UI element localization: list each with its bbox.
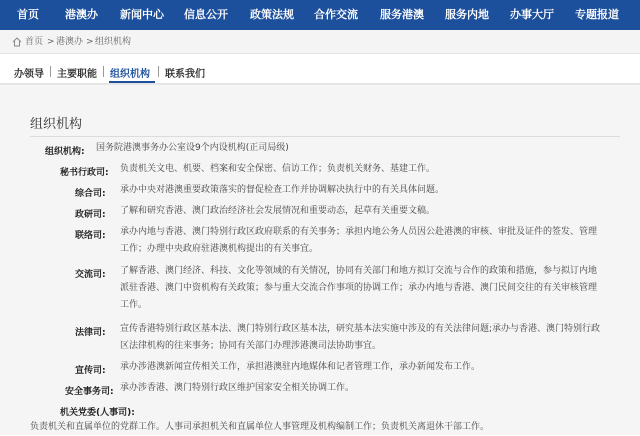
unit-text-liaison-line2: 工作；办理中央政府驻港澳机构提出的有关事宜。 — [120, 244, 319, 254]
unit-text-legal-line1: 宣传香港特别行政区基本法、澳门特别行政区基本法，研究基本法实施中涉及的有关法律问题;承办与香港、澳门特别行政 — [120, 324, 601, 334]
section-tabs — [0, 62, 640, 84]
unit-label-liaison: 联络司: — [75, 231, 106, 241]
home-icon[interactable] — [12, 37, 22, 47]
unit-label-policy-research: 政研司: — [75, 210, 106, 220]
unit-label-security-affairs: 安全事务司: — [65, 387, 114, 397]
tab-divider — [158, 66, 159, 77]
nav-item-hkmao-office[interactable]: 港澳办 — [65, 8, 98, 21]
unit-label-legal: 法律司: — [75, 328, 106, 338]
nav-item-serve-hkmao[interactable]: 服务港澳 — [380, 8, 424, 21]
nav-item-cooperation-exchange[interactable]: 合作交流 — [314, 8, 358, 21]
unit-label-exchange: 交流司: — [75, 270, 106, 280]
unit-label-general: 综合司: — [75, 189, 106, 199]
party-committee-label: 机关党委(人事司): — [60, 408, 135, 418]
unit-label-publicity: 宣传司: — [75, 366, 106, 376]
breadcrumb-home-link[interactable]: 首页 — [25, 37, 44, 47]
unit-text-exchange-line3: 工作。 — [120, 300, 148, 310]
tab-leadership[interactable]: 办领导 — [14, 69, 44, 80]
unit-text-legal-line2: 区法律机构的往来事务；协同有关部门办理涉港澳司法协助事宜。 — [120, 341, 382, 351]
intro-label: 组织机构: — [45, 147, 85, 157]
page-title: 组织机构 — [30, 117, 83, 132]
intro-text: 国务院港澳事务办公室设9个内设机构(正司局级) — [96, 143, 289, 153]
nav-item-special-reports[interactable]: 专题报道 — [575, 8, 619, 21]
unit-text-exchange-line2: 派驻香港、澳门中资机构有关政策；参与重大交流合作事项的协调工作；承办内地与香港、澳门民间交往的有关审核管理 — [120, 283, 598, 293]
nav-item-serve-mainland[interactable]: 服务内地 — [445, 8, 489, 21]
unit-text-general: 承办中央对港澳重要政策落实的督促检查工作并协调解决执行中的有关具体问题。 — [120, 185, 445, 195]
unit-text-exchange-line1: 了解香港、澳门经济、科技、文化等领域的有关情况，协同有关部门和地方拟订交流与合作的政策和措施，参与拟订内地 — [120, 266, 598, 276]
breadcrumb-separator: > — [86, 37, 94, 47]
tab-divider — [50, 66, 51, 77]
unit-text-security-affairs: 承办涉香港、澳门特别行政区维护国家安全相关协调工作。 — [120, 383, 355, 393]
breadcrumb-separator: > — [47, 37, 55, 47]
party-committee-text: 负责机关和直属单位的党群工作。人事司承担机关和直属单位人事管理及机构编制工作；负责机关离退休干部工作。 — [30, 422, 490, 432]
unit-text-policy-research: 了解和研究香港、澳门政治经济社会发展情况和重要动态，起草有关重要文稿。 — [120, 206, 436, 216]
tab-contact-us[interactable]: 联系我们 — [165, 69, 205, 80]
unit-label-secretariat: 秘书行政司: — [60, 168, 109, 178]
nav-item-service-hall[interactable]: 办事大厅 — [510, 8, 554, 21]
unit-text-secretariat: 负责机关文电、机要、档案和安全保密、信访工作；负责机关财务、基建工作。 — [120, 164, 436, 174]
nav-item-news-center[interactable]: 新闻中心 — [120, 8, 164, 21]
breadcrumb-hkmao-office-link[interactable]: 港澳办 — [56, 37, 84, 47]
tab-organization[interactable]: 组织机构 — [110, 69, 150, 80]
nav-item-home[interactable]: 首页 — [17, 8, 39, 21]
breadcrumb — [0, 30, 640, 54]
tab-divider — [103, 66, 104, 77]
tab-main-functions[interactable]: 主要职能 — [57, 69, 97, 80]
breadcrumb-current: 组织机构 — [95, 37, 132, 47]
main-content — [0, 84, 640, 435]
title-divider — [30, 136, 620, 137]
unit-text-liaison-line1: 承办内地与香港、澳门特别行政区政府联系的有关事务；承担内地公务人员因公赴港澳的审核、审批及证件的签发、管理 — [120, 227, 598, 237]
nav-item-policies-regulations[interactable]: 政策法规 — [250, 8, 294, 21]
top-nav-bar — [0, 0, 640, 30]
nav-item-information-disclosure[interactable]: 信息公开 — [184, 8, 228, 21]
active-tab-indicator — [109, 81, 155, 83]
unit-text-publicity: 承办涉港澳新闻宣传相关工作，承担港澳驻内地媒体和记者管理工作，承办新闻发布工作。 — [120, 362, 481, 372]
